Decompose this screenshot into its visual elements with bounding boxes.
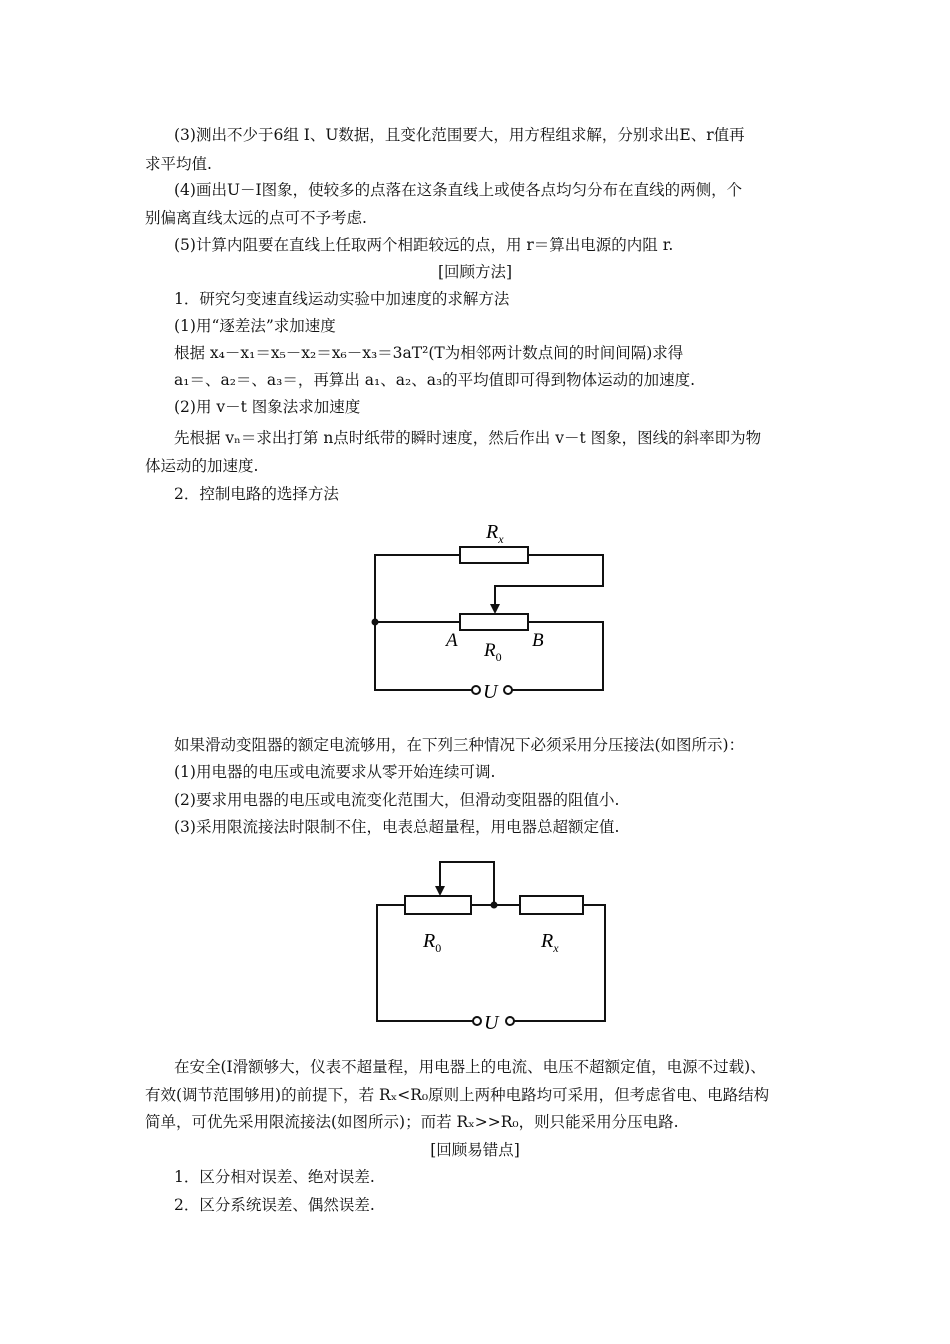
text-line: (3)测出不少于6组 I、U数据，且变化范围要大，用方程组求解，分别求出E、r值再 bbox=[174, 126, 745, 144]
text-line: (4)画出U－I图象，使较多的点落在这条直线上或使各点均匀分布在直线的两侧，个 bbox=[174, 181, 743, 199]
section-heading: [回顾易错点] bbox=[430, 1141, 520, 1159]
text-line: (2)要求用电器的电压或电流变化范围大，但滑动变阻器的阻值小. bbox=[174, 791, 620, 809]
text-line: (1)用“逐差法”求加速度 bbox=[174, 317, 336, 335]
text-line: (3)采用限流接法时限制不住，电表总超量程，用电器总超额定值. bbox=[174, 818, 620, 836]
text-line: 先根据 vₙ＝求出打第 n点时纸带的瞬时速度，然后作出 v－t 图象，图线的斜率即为物 bbox=[174, 429, 762, 447]
label-a: A bbox=[446, 630, 458, 651]
text-line: 2．区分系统误差、偶然误差. bbox=[174, 1196, 375, 1214]
text-line: 2．控制电路的选择方法 bbox=[174, 485, 339, 503]
text-line: 有效(调节范围够用)的前提下，若 Rₓ<R₀原则上两种电路均可采用，但考虑省电、电路结构 bbox=[145, 1086, 770, 1104]
divider-circuit-diagram bbox=[360, 512, 620, 702]
text-line: 1．区分相对误差、绝对误差. bbox=[174, 1168, 375, 1186]
label-r0: $R_0$ bbox=[484, 640, 502, 664]
text-line: (5)计算内阻要在直线上任取两个相距较远的点，用 r＝算出电源的内阻 r. bbox=[174, 236, 674, 254]
text-line: 别偏离直线太远的点可不予考虑. bbox=[145, 209, 367, 227]
text-line: 如果滑动变阻器的额定电流够用，在下列三种情况下必须采用分压接法(如图所示)： bbox=[174, 736, 745, 754]
label-b: B bbox=[532, 630, 544, 651]
text-line: (1)用电器的电压或电流要求从零开始连续可调. bbox=[174, 763, 496, 781]
text-line: a₁＝、a₂＝、a₃＝，再算出 a₁、a₂、a₃的平均值即可得到物体运动的加速度. bbox=[174, 371, 696, 389]
text-line: 体运动的加速度. bbox=[145, 457, 259, 475]
text-line: 1．研究匀变速直线运动实验中加速度的求解方法 bbox=[174, 290, 510, 308]
label-u: U bbox=[484, 1012, 499, 1031]
text-line: (2)用 v－t 图象法求加速度 bbox=[174, 398, 361, 416]
current-limiting-circuit-diagram bbox=[365, 856, 620, 1031]
text-line: 求平均值. bbox=[145, 155, 212, 173]
label-rx: $R_x$ bbox=[541, 930, 559, 955]
label-rx: $R_x$ bbox=[486, 521, 504, 546]
text-line: 在安全(I滑额够大，仪表不超量程，用电器上的电流、电压不超额定值，电源不过载)、 bbox=[174, 1058, 766, 1076]
label-r0: $R_0$ bbox=[423, 930, 442, 955]
text-line: 简单，可优先采用限流接法(如图所示)；而若 Rₓ>>R₀，则只能采用分压电路. bbox=[145, 1113, 679, 1131]
section-heading: [回顾方法] bbox=[437, 263, 513, 281]
label-u: U bbox=[483, 681, 498, 702]
text-line: 根据 x₄－x₁＝x₅－x₂＝x₆－x₃＝3aT²(T为相邻两计数点间的时间间隔)求得 bbox=[174, 344, 684, 362]
